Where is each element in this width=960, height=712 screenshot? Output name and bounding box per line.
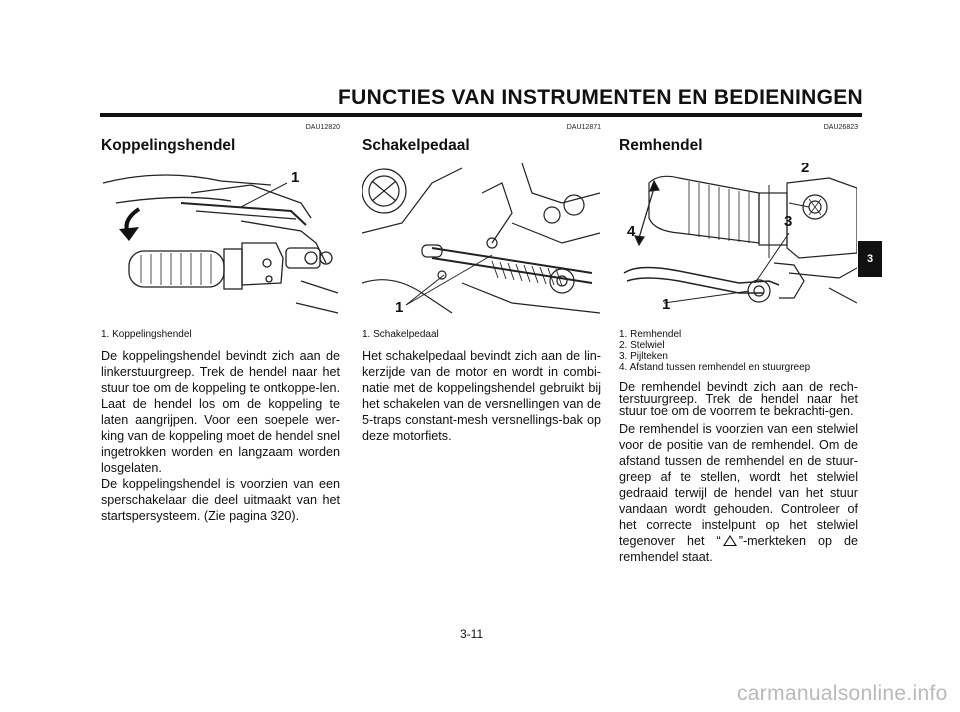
section-body xyxy=(101,348,340,524)
section-shift-pedal xyxy=(362,124,601,444)
caption-item: 3. Pijlteken xyxy=(619,351,668,362)
page-header-title: FUNCTIES VAN INSTRUMENTEN EN BEDIENINGEN xyxy=(338,86,863,109)
caption-item: 4. Afstand tussen remhendel en stuurgreep xyxy=(619,362,811,373)
triangle-mark-icon xyxy=(723,535,737,546)
figure-caption xyxy=(362,329,601,340)
caption-item: 1. Schakelpedaal xyxy=(362,329,439,340)
brake-lever-illustration xyxy=(619,163,857,323)
page-number: 3-11 xyxy=(460,627,484,641)
section-code: DAU26823 xyxy=(823,124,858,131)
figure-callout: 1 xyxy=(395,299,404,316)
shift-pedal-illustration xyxy=(362,163,600,323)
section-code: DAU12871 xyxy=(566,124,601,131)
figure-callout: 2 xyxy=(801,163,810,176)
clutch-lever-illustration xyxy=(101,163,339,323)
caption-item: 1. Koppelingshendel xyxy=(101,329,192,340)
section-clutch-lever xyxy=(101,124,340,524)
caption-item: 1. Remhendel xyxy=(619,329,682,340)
section-brake-lever xyxy=(619,124,858,565)
section-body xyxy=(362,348,601,444)
section-heading: Remhendel xyxy=(619,137,703,154)
body-paragraph: Het schakelpedaal bevindt zich aan de lin-kerzijde van de motor en wordt in combi-natie met de koppelingshendel gebruikt bij het schakelen van de versnellingen van de 5-traps constant-mesh versnellings-bak op deze motorfiets. xyxy=(362,349,601,443)
figure-callout: 1 xyxy=(291,169,300,186)
section-heading: Schakelpedaal xyxy=(362,137,470,154)
figure-callout: 1 xyxy=(662,296,671,313)
caption-item: 2. Stelwiel xyxy=(619,340,665,351)
paragraph-text: De remhendel is voorzien van een stelwiel voor de positie van de remhendel. Om de afstand tussen de remhendel en de stuur-greep af te stellen, wordt het stelwiel gedraaid terwijl de hendel van het stuur vandaan wordt gehouden. Controleer of het correcte instelpunt op het stelwiel tegenover het “ xyxy=(619,422,858,548)
figure-callout: 4 xyxy=(627,223,636,240)
figure-caption xyxy=(101,329,340,340)
body-paragraph: De remhendel bevindt zich aan de rech-terstuurgreep. Trek de hendel naar het stuur toe om de voorrem te bekrachti-gen. xyxy=(619,380,858,418)
section-heading: Koppelingshendel xyxy=(101,137,236,154)
body-paragraph: De koppelingshendel bevindt zich aan de linkerstuurgreep. Trek de hendel naar het stuur toe om de koppeling te ontkoppe-len. Laat de hendel los om de koppeling te laten aangrijpen. Voor een soepele wer-king van de koppeling moet de hendel snel ingetrokken worden en langzaam worden losgelaten. xyxy=(101,349,340,475)
watermark: carmanualsonline.info xyxy=(737,682,948,705)
chapter-tab[interactable]: 3 xyxy=(858,241,882,277)
paragraph-text: ”-merkteken op de remhendel staat. xyxy=(619,534,858,564)
body-paragraph xyxy=(619,421,858,565)
body-paragraph: De koppelingshendel is voorzien van een sperschakelaar die deel uitmaakt van het startspersysteem. (Zie pagina 320). xyxy=(101,477,340,523)
header-rule xyxy=(100,113,862,117)
figure-callout: 3 xyxy=(784,213,793,230)
section-body xyxy=(619,381,858,565)
section-code: DAU12820 xyxy=(305,124,340,131)
figure-caption xyxy=(619,329,858,373)
